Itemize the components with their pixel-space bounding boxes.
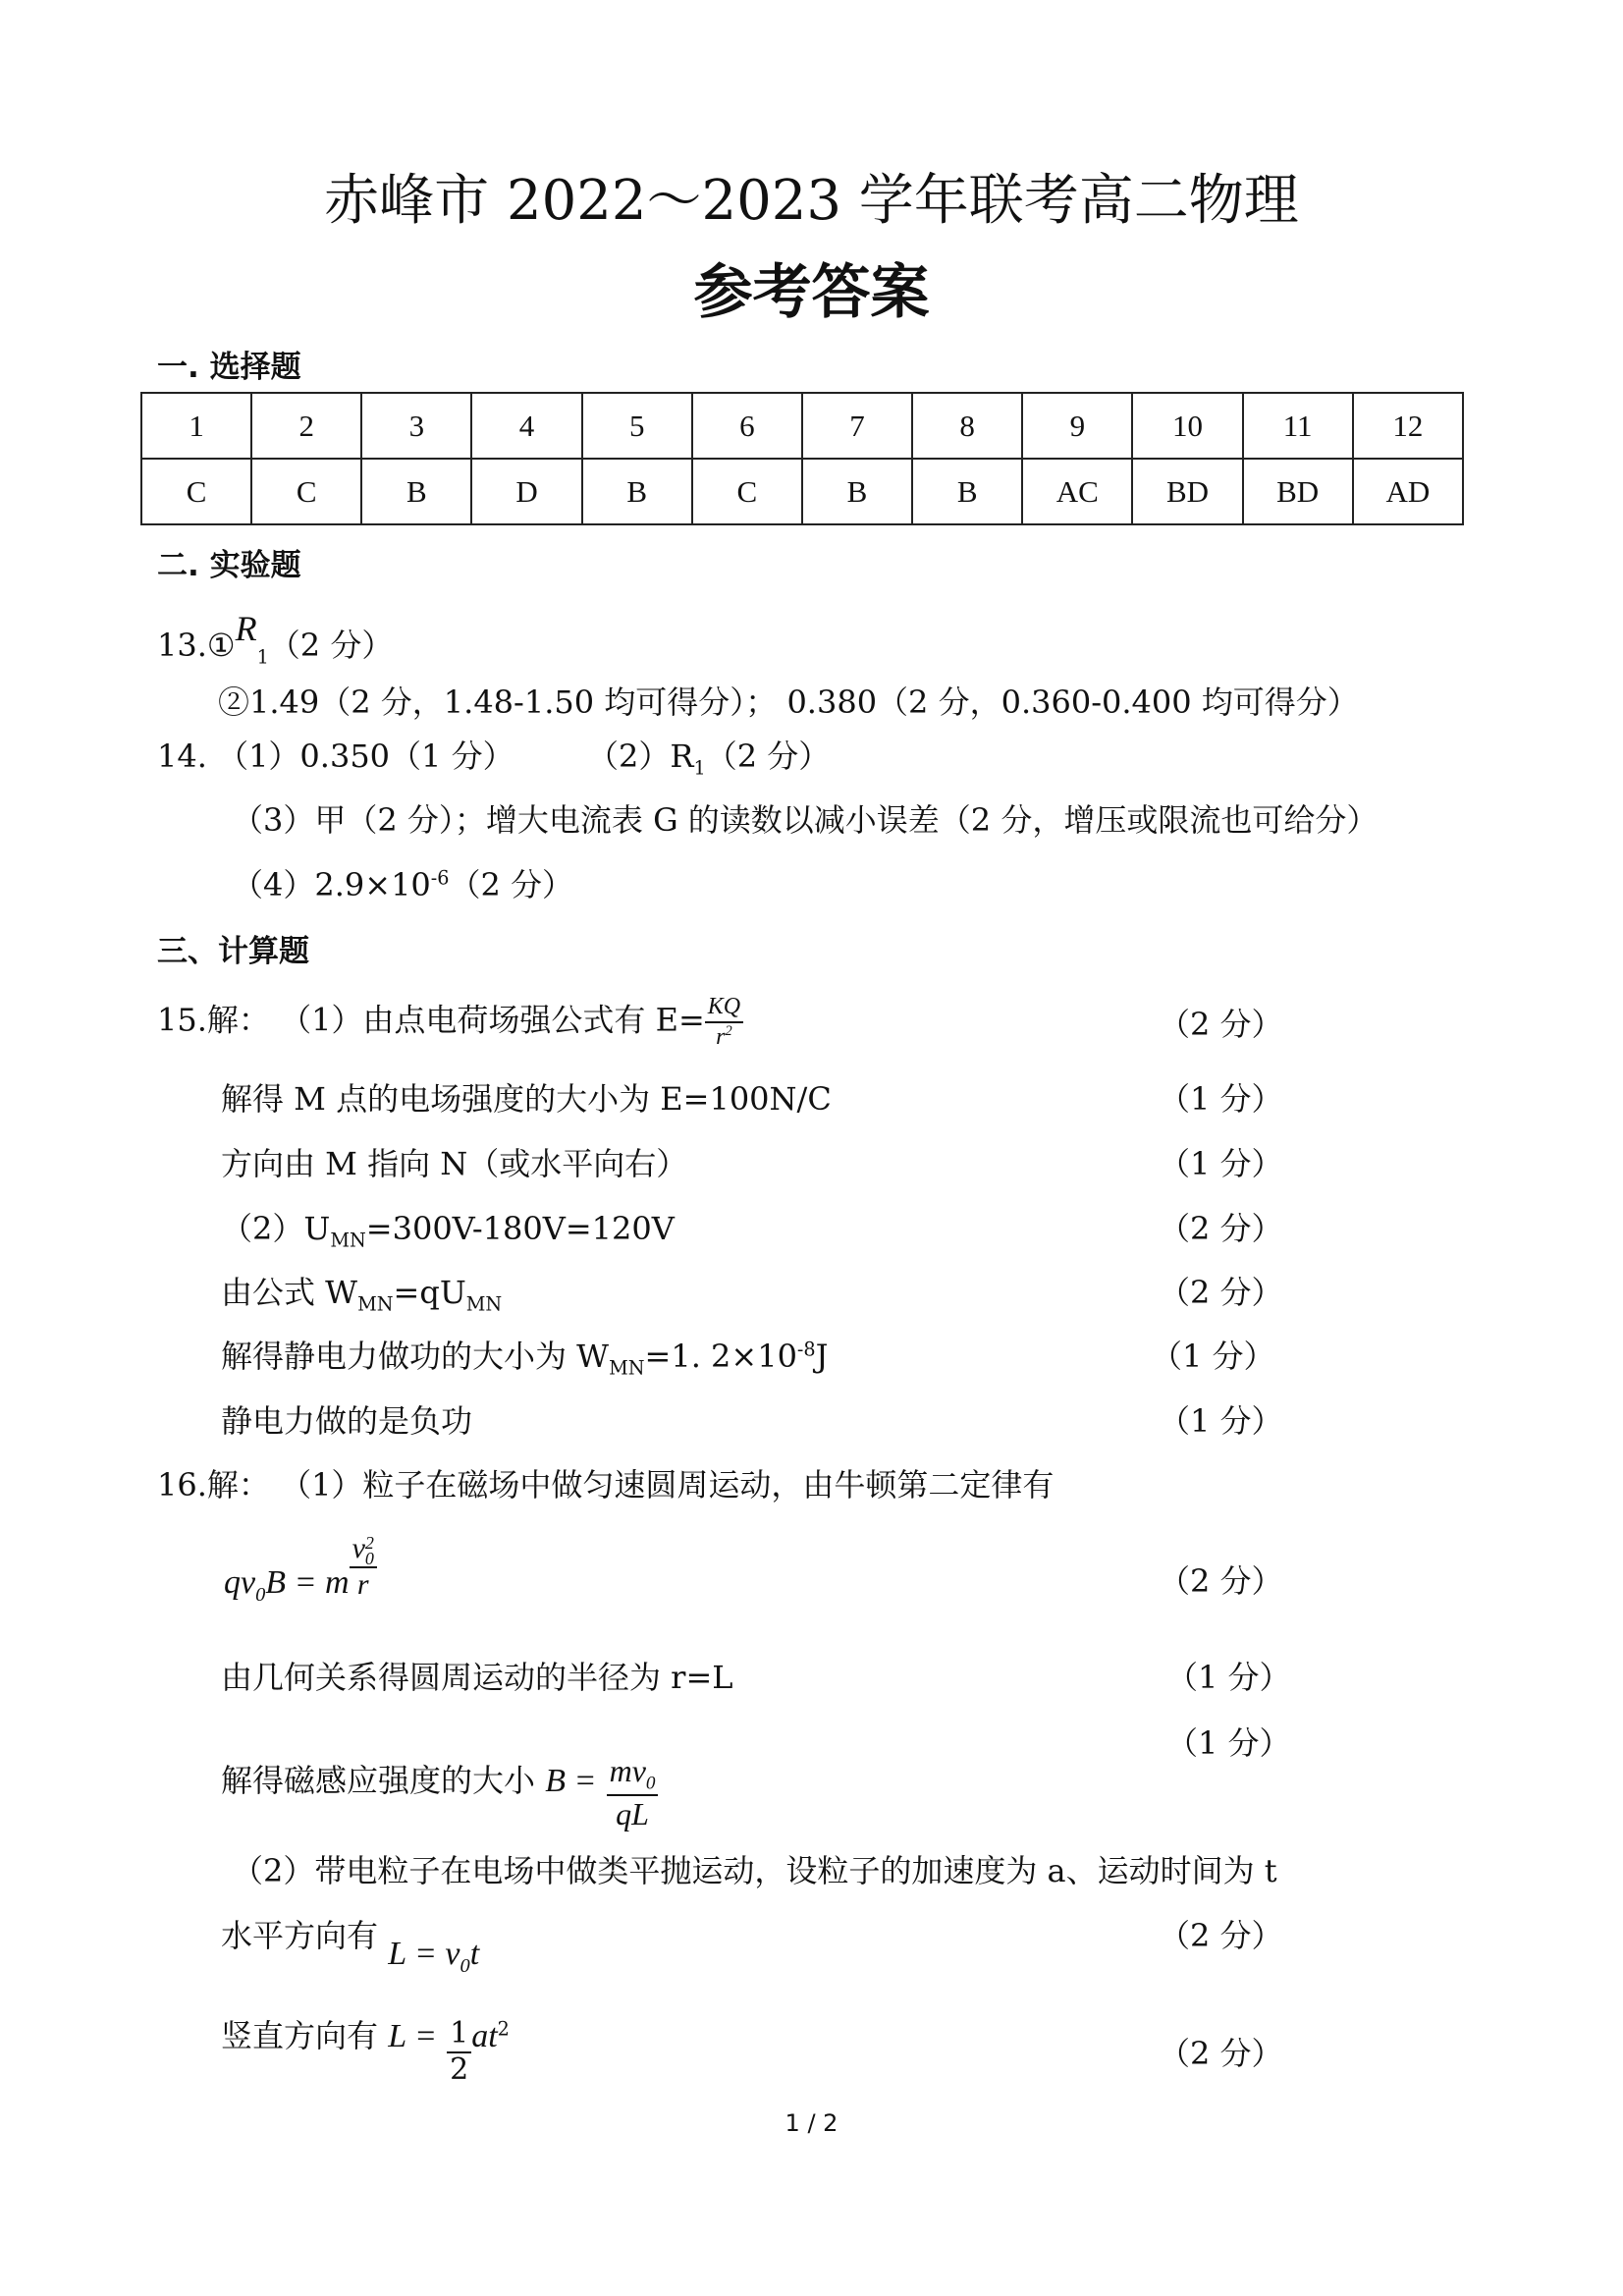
q14-line1a: 14. （1）0.350（1 分） bbox=[157, 738, 514, 775]
q14-line2: （3）甲（2 分）；增大电流表 G 的读数以减小误差（2 分，增压或限流也可给分） bbox=[232, 801, 1379, 839]
q15-score-1: （2 分） bbox=[1159, 1006, 1283, 1043]
table-cell: 5 bbox=[582, 393, 692, 459]
q15-text: 15.解： （1）由点电荷场强公式有 E= bbox=[157, 1001, 705, 1039]
q16-equation-1 bbox=[224, 1532, 377, 1606]
r-symbol: R bbox=[235, 609, 257, 648]
table-row bbox=[141, 459, 1463, 524]
subscript: MN bbox=[330, 1229, 366, 1252]
q16-equation-3 bbox=[388, 1936, 480, 1977]
q15-line5 bbox=[221, 1268, 502, 1315]
table-row bbox=[141, 393, 1463, 459]
q15-line2: 解得 M 点的电场强度的大小为 E=100N/C bbox=[221, 1080, 832, 1118]
eq-left: L = v bbox=[388, 1936, 460, 1972]
section-heading-experiment: 二. 实验题 bbox=[157, 548, 301, 583]
table-cell: B bbox=[361, 459, 471, 524]
table-cell: 2 bbox=[251, 393, 361, 459]
table-cell: C bbox=[141, 459, 251, 524]
table-cell: C bbox=[692, 459, 802, 524]
table-cell: BD bbox=[1243, 459, 1353, 524]
subscript: 0 bbox=[364, 1549, 374, 1569]
subscript: 0 bbox=[460, 1954, 470, 1977]
fraction-denominator: 2 bbox=[450, 2051, 469, 2087]
q13-line1 bbox=[157, 609, 394, 669]
table-cell: 3 bbox=[361, 393, 471, 459]
q13-score: （2 分） bbox=[268, 627, 394, 664]
table-cell: 1 bbox=[141, 393, 251, 459]
table-cell: 4 bbox=[471, 393, 581, 459]
table-cell: 8 bbox=[912, 393, 1022, 459]
fraction-numerator: KQ bbox=[705, 994, 743, 1023]
q13-line2: ②1.49（2 分，1.48-1.50 均可得分）； 0.380（2 分，0.360-0.400 均可得分） bbox=[218, 683, 1359, 721]
superscript: -6 bbox=[430, 866, 450, 890]
q15-part2-value: =300V-180V=120V bbox=[365, 1210, 675, 1247]
q14-part4-value: （4）2.9×10 bbox=[232, 866, 431, 903]
table-cell: BD bbox=[1132, 459, 1242, 524]
subscript: 0 bbox=[645, 1773, 656, 1794]
q16-line2: 由几何关系得圆周运动的半径为 r=L bbox=[221, 1659, 733, 1696]
section-heading-calculation: 三、计算题 bbox=[157, 934, 309, 969]
circle-marker: ① bbox=[206, 627, 236, 664]
r-subscript: 1 bbox=[256, 645, 269, 669]
q15-score-4: （2 分） bbox=[1159, 1210, 1283, 1247]
table-cell: 7 bbox=[802, 393, 912, 459]
fraction-denominator: qL bbox=[616, 1796, 649, 1832]
fraction-mv0-qL bbox=[607, 1753, 659, 1832]
q16-score-3: （1 分） bbox=[1166, 1724, 1291, 1762]
q16-line4: （2）带电粒子在电场中做类平抛运动，设粒子的加速度为 a、运动时间为 t bbox=[232, 1852, 1277, 1889]
q15-score-6: （1 分） bbox=[1151, 1338, 1275, 1375]
q16-line6 bbox=[221, 2003, 510, 2087]
q15-line1 bbox=[157, 994, 743, 1051]
table-cell: D bbox=[471, 459, 581, 524]
q15-part2-label: （2）U bbox=[221, 1210, 331, 1247]
q16-horizontal-text: 水平方向有 bbox=[221, 1917, 379, 1954]
q15-score-5: （2 分） bbox=[1159, 1274, 1283, 1311]
q14-line1b bbox=[587, 732, 830, 779]
section-heading-choice: 一. 选择题 bbox=[157, 350, 301, 385]
q16-line5 bbox=[221, 1911, 480, 1977]
subscript: MN bbox=[465, 1292, 503, 1316]
page-number: 1 / 2 bbox=[784, 2109, 839, 2137]
superscript: 2 bbox=[497, 2017, 510, 2041]
table-cell: B bbox=[802, 459, 912, 524]
subscript: 0 bbox=[255, 1583, 266, 1606]
q15-line6 bbox=[221, 1332, 828, 1379]
answer-table bbox=[140, 392, 1464, 525]
q15-formula-label: 由公式 W bbox=[221, 1274, 358, 1311]
q15-work-value: =1. 2×10 bbox=[644, 1338, 797, 1375]
eq-mid: B = m bbox=[265, 1563, 350, 1601]
document-subtitle: 参考答案 bbox=[693, 258, 930, 327]
q15-score-3: （1 分） bbox=[1159, 1145, 1283, 1182]
subscript: MN bbox=[609, 1356, 645, 1380]
fraction-denominator: r bbox=[716, 1023, 726, 1050]
table-cell: 10 bbox=[1132, 393, 1242, 459]
q15-line3: 方向由 M 指向 N（或水平向右） bbox=[221, 1145, 688, 1182]
table-cell: C bbox=[251, 459, 361, 524]
q16-line3 bbox=[221, 1743, 658, 1832]
superscript: 2 bbox=[364, 1532, 374, 1553]
subscript: 1 bbox=[693, 756, 706, 780]
q16-score-2: （1 分） bbox=[1166, 1659, 1291, 1696]
table-cell: 9 bbox=[1022, 393, 1132, 459]
fraction-numerator: mv bbox=[609, 1753, 646, 1788]
q16-vertical-text: 竖直方向有 bbox=[221, 2017, 379, 2054]
fraction-one-half bbox=[447, 2017, 471, 2087]
eq-left: qv bbox=[224, 1563, 256, 1601]
superscript: -8 bbox=[796, 1338, 816, 1361]
eq-left: L = bbox=[388, 2018, 437, 2054]
unit: J bbox=[815, 1338, 829, 1375]
table-cell: 12 bbox=[1353, 393, 1463, 459]
table-cell: AD bbox=[1353, 459, 1463, 524]
fraction-numerator: v bbox=[352, 1532, 365, 1564]
fraction-kq-r2 bbox=[705, 994, 743, 1051]
q15-score-7: （1 分） bbox=[1159, 1402, 1283, 1440]
eq-right: at bbox=[471, 2018, 498, 2054]
table-cell: 11 bbox=[1243, 393, 1353, 459]
table-cell: B bbox=[912, 459, 1022, 524]
q13-label: 13. bbox=[157, 627, 207, 664]
table-cell: B bbox=[582, 459, 692, 524]
superscript: 2 bbox=[725, 1022, 732, 1039]
q16-magnetic-text: 解得磁感应强度的大小 bbox=[221, 1762, 536, 1800]
subscript: MN bbox=[357, 1292, 394, 1316]
fraction-denominator: r bbox=[356, 1568, 369, 1602]
q15-line4 bbox=[221, 1204, 675, 1251]
q15-score-2: （1 分） bbox=[1159, 1080, 1283, 1118]
q16-score-1: （2 分） bbox=[1159, 1562, 1283, 1600]
q15-formula-mid: =qU bbox=[393, 1274, 466, 1311]
eq-end: t bbox=[469, 1936, 480, 1972]
q14-part2-label: （2）R bbox=[587, 738, 694, 775]
fraction-numerator: 1 bbox=[447, 2017, 471, 2053]
document-title: 赤峰市 2022～2023 学年联考高二物理 bbox=[324, 169, 1299, 233]
q16-score-5: （2 分） bbox=[1159, 2035, 1283, 2072]
q15-work-label: 解得静电力做功的大小为 W bbox=[221, 1338, 610, 1375]
q15-line7: 静电力做的是负功 bbox=[221, 1402, 473, 1440]
q14-line3 bbox=[232, 860, 573, 905]
table-cell: AC bbox=[1022, 459, 1132, 524]
fraction-v0sq-r bbox=[350, 1532, 377, 1603]
q14-part4-score: （2 分） bbox=[449, 866, 574, 903]
q16-score-4: （2 分） bbox=[1159, 1917, 1283, 1954]
q14-part2-score: （2 分） bbox=[705, 738, 831, 775]
q16-line1: 16.解： （1）粒子在磁场中做匀速圆周运动，由牛顿第二定律有 bbox=[157, 1466, 1055, 1503]
table-cell: 6 bbox=[692, 393, 802, 459]
eq-left: B = bbox=[545, 1763, 597, 1800]
